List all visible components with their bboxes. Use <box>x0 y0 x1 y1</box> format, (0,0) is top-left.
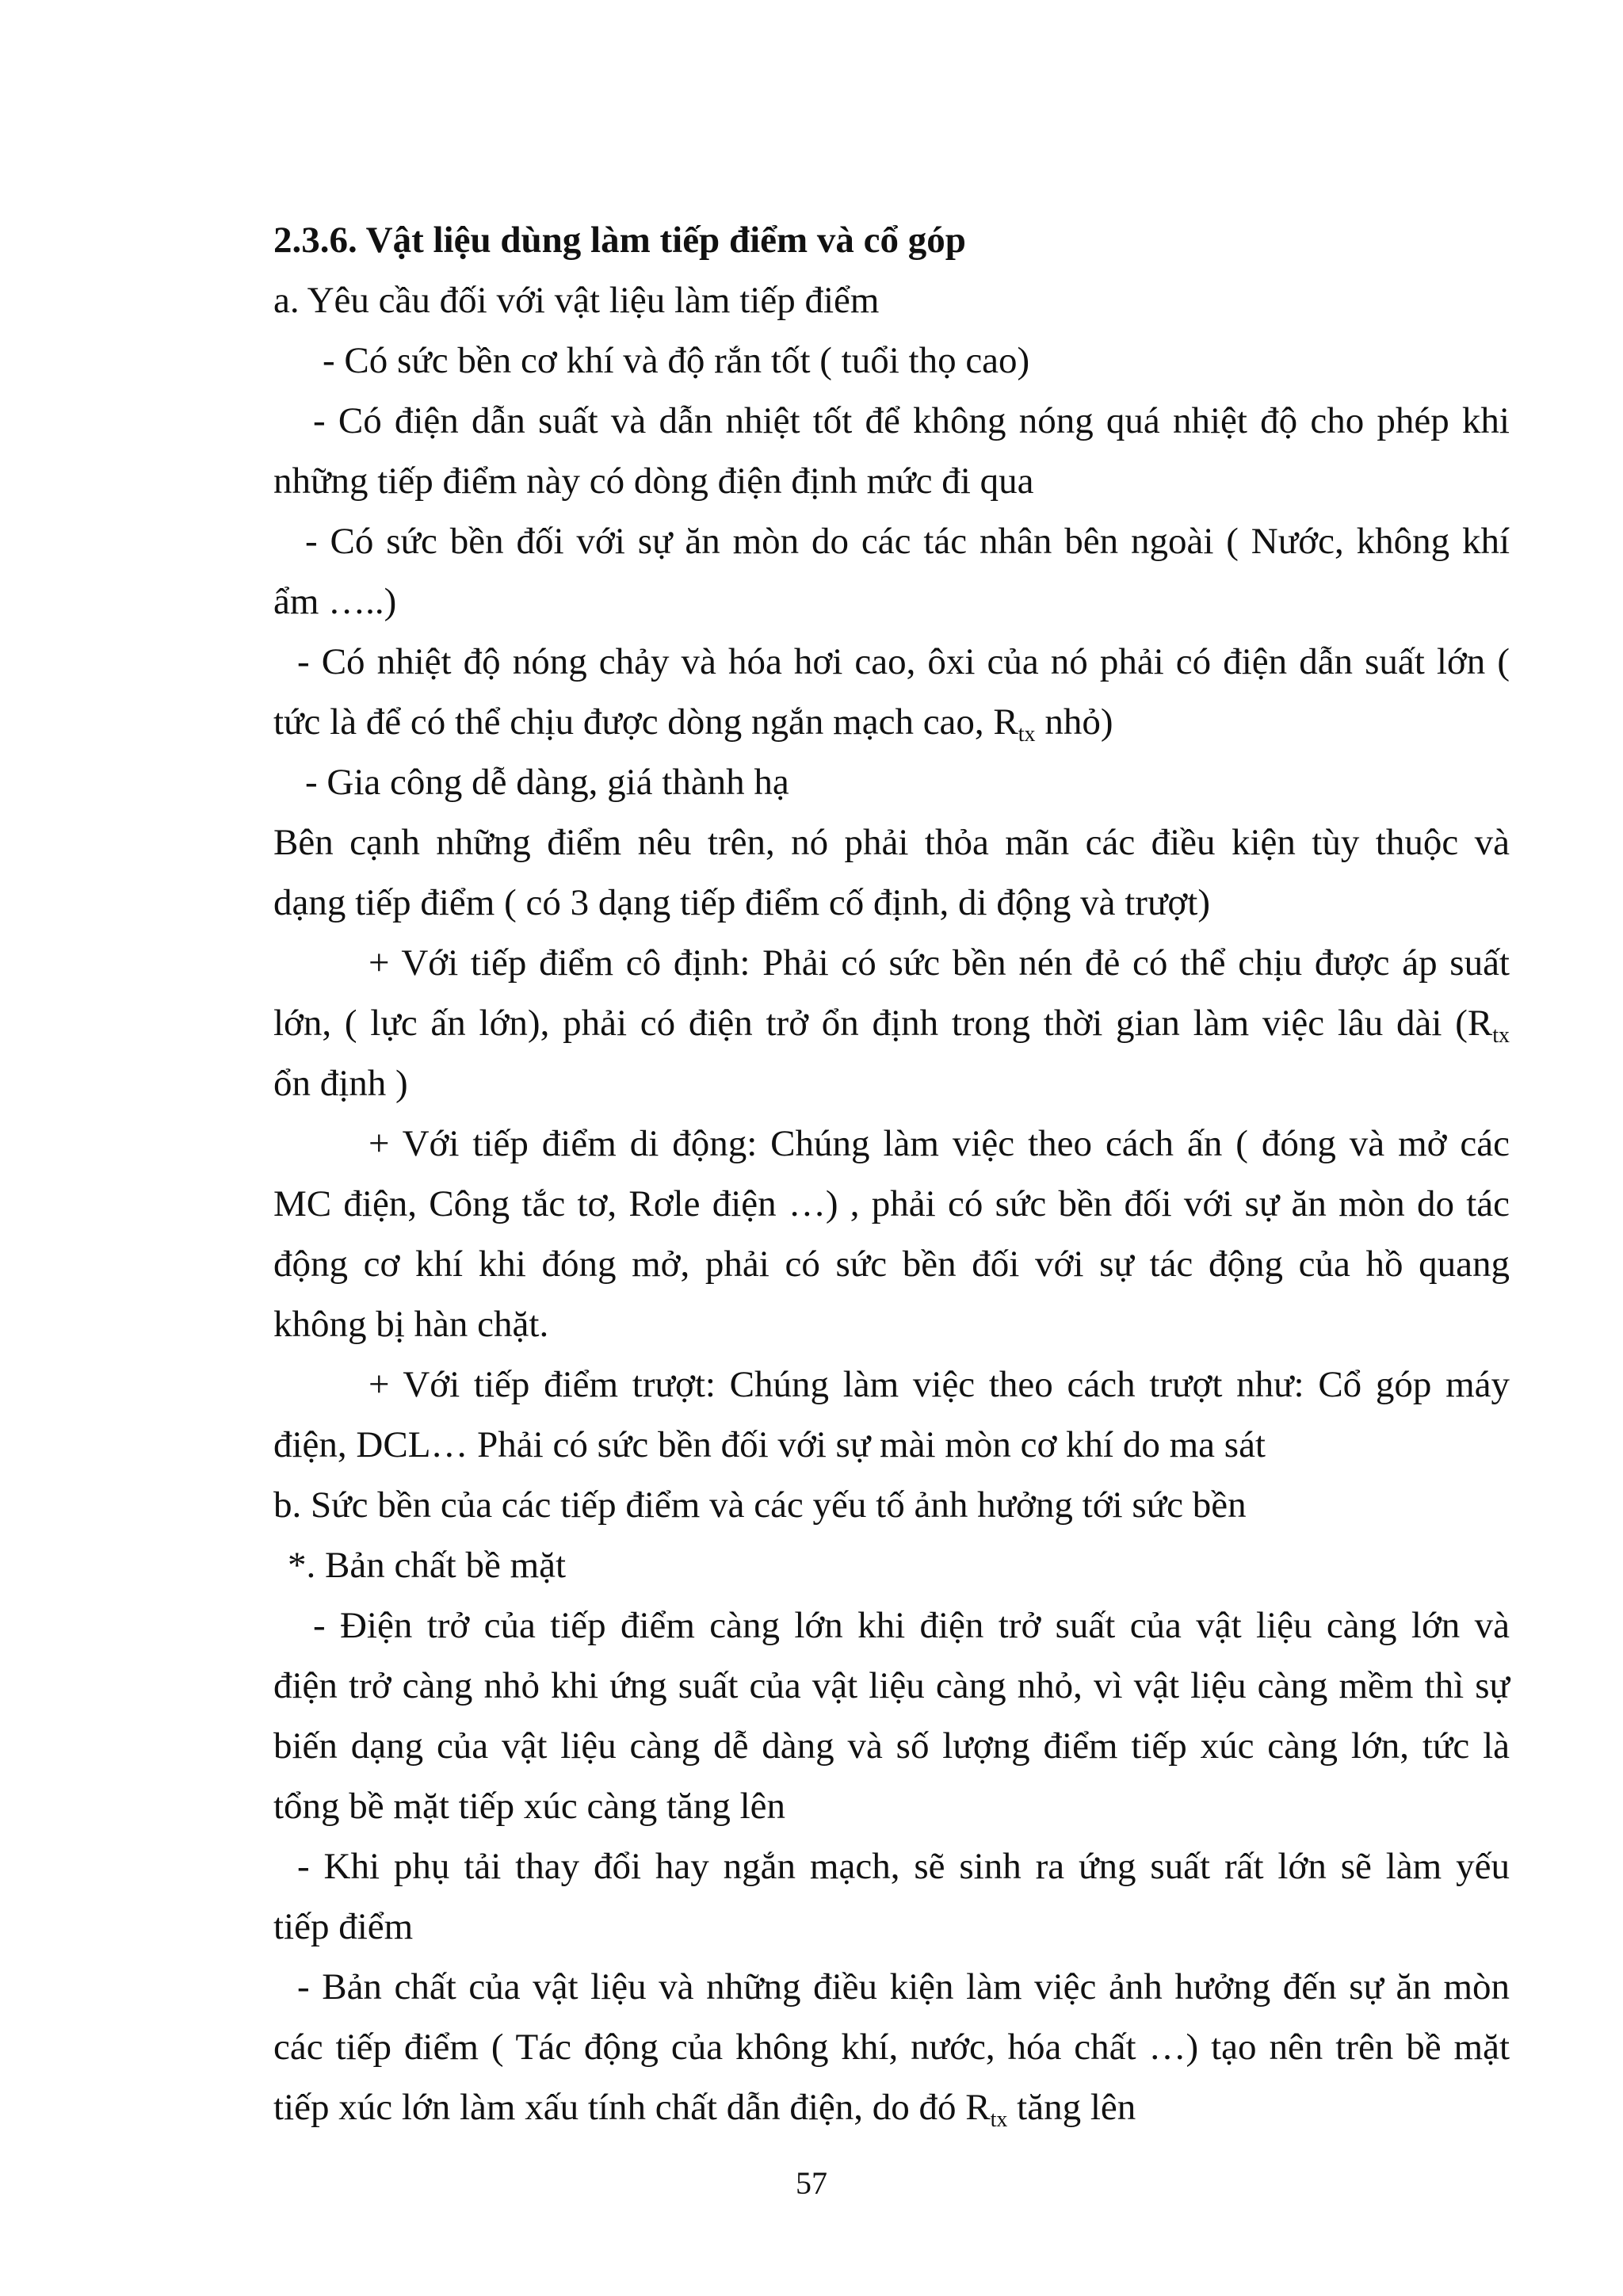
sliding-contact-line2: điện, DCL… Phải có sức bền đối với sự mài mòn cơ khí do ma sát <box>273 1424 1266 1465</box>
resistance-paragraph-line2: điện trở càng nhỏ khi ứng suất của vật liệu càng nhỏ, vì vật liệu càng mềm thì sự <box>273 1665 1510 1706</box>
sliding-contact-line1: + Với tiếp điểm trượt: Chúng làm việc theo cách trượt như: Cổ góp máy <box>369 1364 1510 1405</box>
section-b-title: b. Sức bền của các tiếp điểm và các yếu tố ảnh hưởng tới sức bền <box>273 1484 1247 1526</box>
surface-nature-heading: *. Bản chất bề mặt <box>288 1545 567 1586</box>
material-nature-tail: tăng lên <box>1007 2087 1136 2128</box>
requirement-melting-line1: - Có nhiệt độ nóng chảy và hóa hơi cao, ôxi của nó phải có điện dẫn suất lớn ( <box>297 641 1510 682</box>
section-a-title: a. Yêu cầu đối với vật liệu làm tiếp điểm <box>273 280 880 321</box>
material-nature-line3 <box>273 2077 1510 2137</box>
material-nature-line2: các tiếp điểm ( Tác động của không khí, nước, hóa chất …) tạo nên trên bề mặt <box>273 2027 1510 2068</box>
load-change-line2: tiếp điểm <box>273 1906 414 1947</box>
resistance-paragraph-line4: tổng bề mặt tiếp xúc càng tăng lên <box>273 1786 786 1827</box>
requirement-melting-text: tức là để có thể chịu được dòng ngắn mạch cao, R <box>273 701 1018 743</box>
requirement-melting-tail: nhỏ) <box>1035 701 1113 743</box>
fixed-contact-line3: ổn định ) <box>273 1063 408 1104</box>
requirement-melting-line2 <box>273 692 1510 752</box>
contact-types-line1: Bên cạnh những điểm nêu trên, nó phải thỏa mãn các điều kiện tùy thuộc và <box>273 822 1510 863</box>
section-heading: 2.3.6. Vật liệu dùng làm tiếp điểm và cổ góp <box>273 220 966 261</box>
mobile-contact-line1: + Với tiếp điểm di động: Chúng làm việc theo cách ấn ( đóng và mở các <box>369 1123 1510 1164</box>
requirement-corrosion-line1: - Có sức bền đối với sự ăn mòn do các tác nhân bên ngoài ( Nước, không khí <box>305 521 1510 562</box>
fixed-contact-text: lớn, ( lực ấn lớn), phải có điện trở ổn định trong thời gian làm việc lâu dài (R <box>273 1003 1493 1044</box>
requirement-conductivity-line2: những tiếp điểm này có dòng điện định mức đi qua <box>273 460 1034 502</box>
mobile-contact-line3: động cơ khí khi đóng mở, phải có sức bền đối với sự tác động của hồ quang <box>273 1244 1510 1285</box>
document-page <box>273 210 1510 2137</box>
mobile-contact-line4: không bị hàn chặt. <box>273 1304 549 1345</box>
requirement-conductivity-line1: - Có điện dẫn suất và dẫn nhiệt tốt để không nóng quá nhiệt độ cho phép khi <box>313 400 1510 441</box>
rtx-subscript: tx <box>1492 1023 1510 1048</box>
mobile-contact-line2: MC điện, Công tắc tơ, Rơle điện …) , phải có sức bền đối với sự ăn mòn do tác <box>273 1183 1510 1224</box>
resistance-paragraph-line3: biến dạng của vật liệu càng dễ dàng và số lượng điểm tiếp xúc càng lớn, tức là <box>273 1725 1510 1767</box>
requirement-corrosion-line2: ẩm …..) <box>273 581 397 622</box>
material-nature-text: tiếp xúc lớn làm xấu tính chất dẫn điện, do đó R <box>273 2087 991 2128</box>
fixed-contact-line2 <box>273 993 1510 1053</box>
material-nature-line1: - Bản chất của vật liệu và những điều kiện làm việc ảnh hưởng đến sự ăn mòn <box>297 1966 1510 2008</box>
contact-types-line2: dạng tiếp điểm ( có 3 dạng tiếp điểm cố định, di động và trượt) <box>273 882 1210 923</box>
fixed-contact-line1: + Với tiếp điểm cô định: Phải có sức bền nén đẻ có thể chịu được áp suất <box>369 942 1510 984</box>
page-number: 57 <box>796 2165 827 2201</box>
requirement-mechanical-strength: - Có sức bền cơ khí và độ rắn tốt ( tuổi thọ cao) <box>323 340 1030 381</box>
rtx-subscript: tx <box>990 2107 1008 2132</box>
rtx-subscript: tx <box>1018 722 1036 747</box>
resistance-paragraph-line1: - Điện trở của tiếp điểm càng lớn khi điện trở suất của vật liệu càng lớn và <box>313 1605 1510 1646</box>
requirement-machining: - Gia công dễ dàng, giá thành hạ <box>305 762 789 803</box>
load-change-line1: - Khi phụ tải thay đổi hay ngắn mạch, sẽ sinh ra ứng suất rất lớn sẽ làm yếu <box>297 1846 1510 1887</box>
